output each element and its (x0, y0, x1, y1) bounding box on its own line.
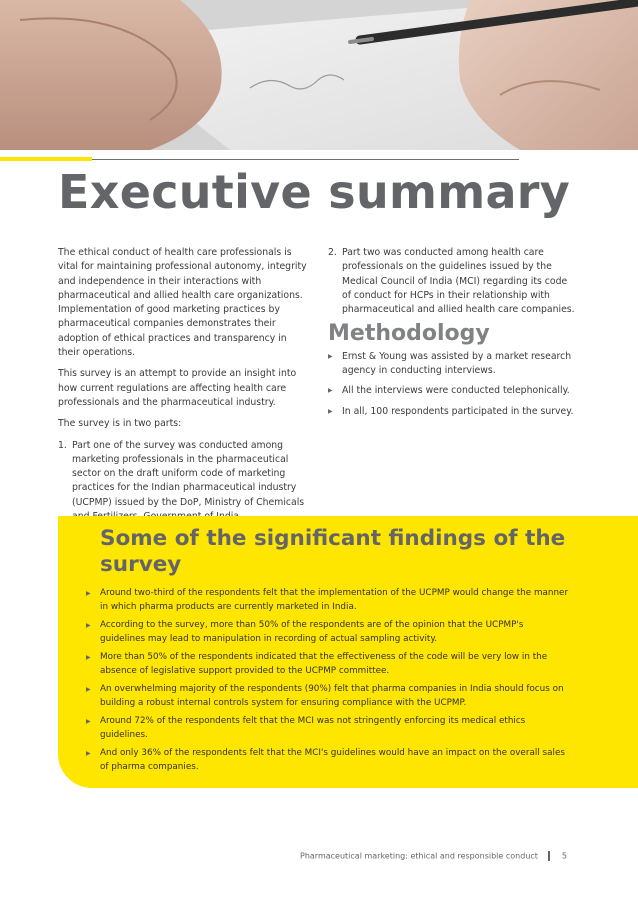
survey-part-two (328, 246, 578, 317)
list-item (328, 405, 578, 419)
list-item (86, 715, 570, 742)
list-text: All the interviews were conducted telephonically. (342, 385, 570, 397)
list-text: In all, 100 respondents participated in the survey. (342, 405, 574, 417)
page-number: 5 (561, 851, 568, 861)
survey-part-one (58, 439, 310, 525)
list-text: According to the survey, more than 50% of the respondents are of the opinion that the UCPMP's guidelines may lead to manipulation in recording of actual sampling activity. (100, 620, 524, 644)
heading-rule (92, 159, 519, 160)
triangle-bullet-icon: ▶ (86, 686, 91, 693)
list-text: Part one of the survey was conducted among marketing professionals in the pharmaceutical sector on the draft uniform code of marketing practices for the Indian pharmaceutical industry (UCPMP) issued by the DoP, Ministry of Chemicals (72, 439, 305, 508)
triangle-bullet-icon: ▶ (86, 590, 91, 597)
list-text: Around 72% of the respondents felt that the MCI was not stringently enforcing its medical ethics guidelines. (100, 716, 526, 740)
triangle-bullet-icon: ▶ (86, 654, 91, 661)
list-text: Part two was conducted among health care professionals on the guidelines issued by the Medical Council of India (MCI) regarding its code of conduct for HCPs in their relationship with pharmaceutical and allied health care companies. (342, 247, 575, 316)
left-column (58, 246, 310, 524)
list-item (86, 683, 570, 710)
list-number: 1. (58, 439, 67, 451)
triangle-bullet-icon: ▶ (328, 352, 333, 360)
survey-parts-paragraph: The survey is in two parts: (58, 418, 182, 430)
list-item (86, 747, 570, 774)
list-item (328, 384, 578, 398)
list-item (328, 350, 578, 379)
page-footer (300, 851, 568, 861)
list-text: More than 50% of the respondents indicated that the effectiveness of the code will be very low in the absence of legislative support provided to the UCPMP committee. (100, 652, 548, 676)
accent-rule-yellow (0, 157, 92, 161)
findings-section (86, 526, 570, 779)
footer-title: Pharmaceutical marketing: ethical and responsible conduct (300, 851, 538, 861)
findings-heading: Some of the significant findings of the survey (100, 526, 566, 577)
triangle-bullet-icon: ▶ (328, 407, 333, 415)
triangle-bullet-icon: ▶ (86, 622, 91, 629)
footer-separator (548, 851, 550, 861)
right-column (328, 246, 578, 425)
list-text: Around two-third of the respondents felt that the implementation of the UCPMP would change the manner in which pharma products are currently marketed in India. (100, 588, 569, 612)
methodology-heading: Methodology (328, 321, 490, 347)
list-item (86, 651, 570, 678)
list-text: An overwhelming majority of the respondents (90%) felt that pharma companies in India should focus on building a robust internal controls system for ensuring compliance with the UCPMP. (100, 684, 564, 708)
findings-list (86, 587, 570, 774)
page-title: Executive summary (58, 165, 571, 219)
header-photo (0, 0, 638, 150)
survey-purpose-paragraph: This survey is an attempt to provide an insight into how current regulations are affecting health care professionals and the pharmaceutical industry. (58, 368, 297, 408)
list-number: 2. (328, 247, 337, 258)
list-text: And only 36% of the respondents felt that the MCI's guidelines would have an impact on the overall sales of pharma companies. (100, 748, 565, 772)
triangle-bullet-icon: ▶ (328, 387, 333, 395)
list-text: Ernst & Young was assisted by a market research agency in conducting interviews. (342, 350, 572, 377)
intro-paragraph: The ethical conduct of health care professionals is vital for maintaining professional autonomy, integrity and independence in their interactions with pharmaceutical and allied health care organizations. Implementation of good marketing practices by pharmaceutical companies demonstrates their adoption of ethical practices and transparency in their operations. (58, 247, 307, 359)
list-item (86, 619, 570, 646)
methodology-list (328, 350, 578, 419)
signing-hand-photo (0, 0, 638, 150)
triangle-bullet-icon: ▶ (86, 718, 91, 725)
list-item (86, 587, 570, 614)
triangle-bullet-icon: ▶ (86, 750, 91, 757)
